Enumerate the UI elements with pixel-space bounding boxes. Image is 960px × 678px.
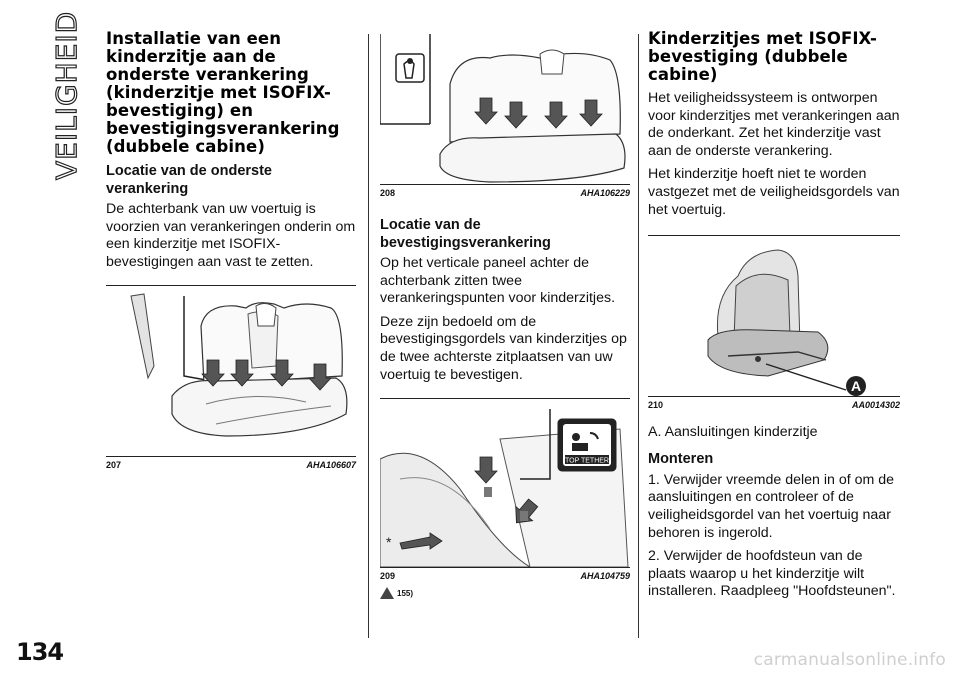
watermark: carmanualsonline.info [753,650,946,670]
figure-legend: A. Aansluitingen kinderzitje [648,424,818,441]
section-heading: Kinderzitjes met ISOFIX-bevestiging (dubbele cabine) [648,29,877,84]
child-seat-illustration [648,236,900,396]
figure-code: AHA106229 [580,188,630,198]
figure-number: 209 [380,571,396,582]
page-number: 134 [16,638,64,666]
figure-code: AHA104759 [580,571,630,582]
paragraph: Het kinderzitje hoeft niet te worden vastgezet met de veiligheidsgordels van het voertuig. [648,166,900,218]
subheading: Locatie van de onderste verankering [106,163,272,197]
paragraph: Deze zijn bedoeld om de bevestigingsgordels van kinderzitjes op de twee achterste zitplaatsen van uw voertuig te bevestigen. [380,313,627,383]
svg-text:*: * [386,534,392,551]
top-tether-illustration [380,399,630,567]
subheading: Monteren [648,450,714,467]
paragraph: De achterbank van uw voertuig is voorzien van verankeringen onderin om een kinderzitje met ISOFIX-bevestigingen aan vast te zetten. [106,201,356,270]
figure-code: AHA106607 [306,460,356,471]
warning-icon [380,587,394,599]
paragraph: Het veiligheidssysteem is ontworpen voor kinderzitjes met verankeringen aan de onderkant. Zet het kinderzitje vast aan de onderste verankering. [648,90,900,159]
step-1: 1. Verwijder vreemde delen in of om de aansluitingen en controleer of de veiligheidsgordel van het voertuig naar behoren is ingerold. [648,471,895,541]
step-2: 2. Verwijder de hoofdsteun van de plaats waarop u het kinderzitje wilt installeren. Raadpleeg "Hoofdsteunen". [648,548,896,600]
rear-seat-illustration [106,286,356,456]
label-a: A [850,378,862,395]
column-divider [368,34,369,638]
section-tab-label: VEILIGHEID [50,10,83,180]
figure-number: 208 [380,188,396,198]
note-ref: 155) [397,588,414,598]
figure-210 [648,235,900,410]
top-tether-label: TOP TETHER [565,457,609,465]
column-divider [638,34,639,638]
section-tab [44,10,84,180]
isofix-seat-illustration [380,34,630,184]
paragraph: Op het verticale paneel achter de achterbank zitten twee verankeringspunten voor kinderzitjes. [380,255,616,307]
column-1 [106,30,356,470]
figure-number: 207 [106,460,122,471]
warning-note [380,587,630,599]
figure-number: 210 [648,400,664,411]
figure-code: AA0014302 [851,400,900,411]
column-2 [380,34,630,599]
section-heading: Installatie van een kinderzitje aan de onderste verankering (kinderzitje met ISOFIX-bevestiging) en bevestigingsverankering (dubbele cabine) [106,29,340,156]
figure-208 [380,34,630,198]
column-3 [648,30,900,601]
subheading: Locatie van de bevestigingsverankering [380,217,551,251]
figure-209 [380,398,630,599]
figure-207 [106,285,356,470]
